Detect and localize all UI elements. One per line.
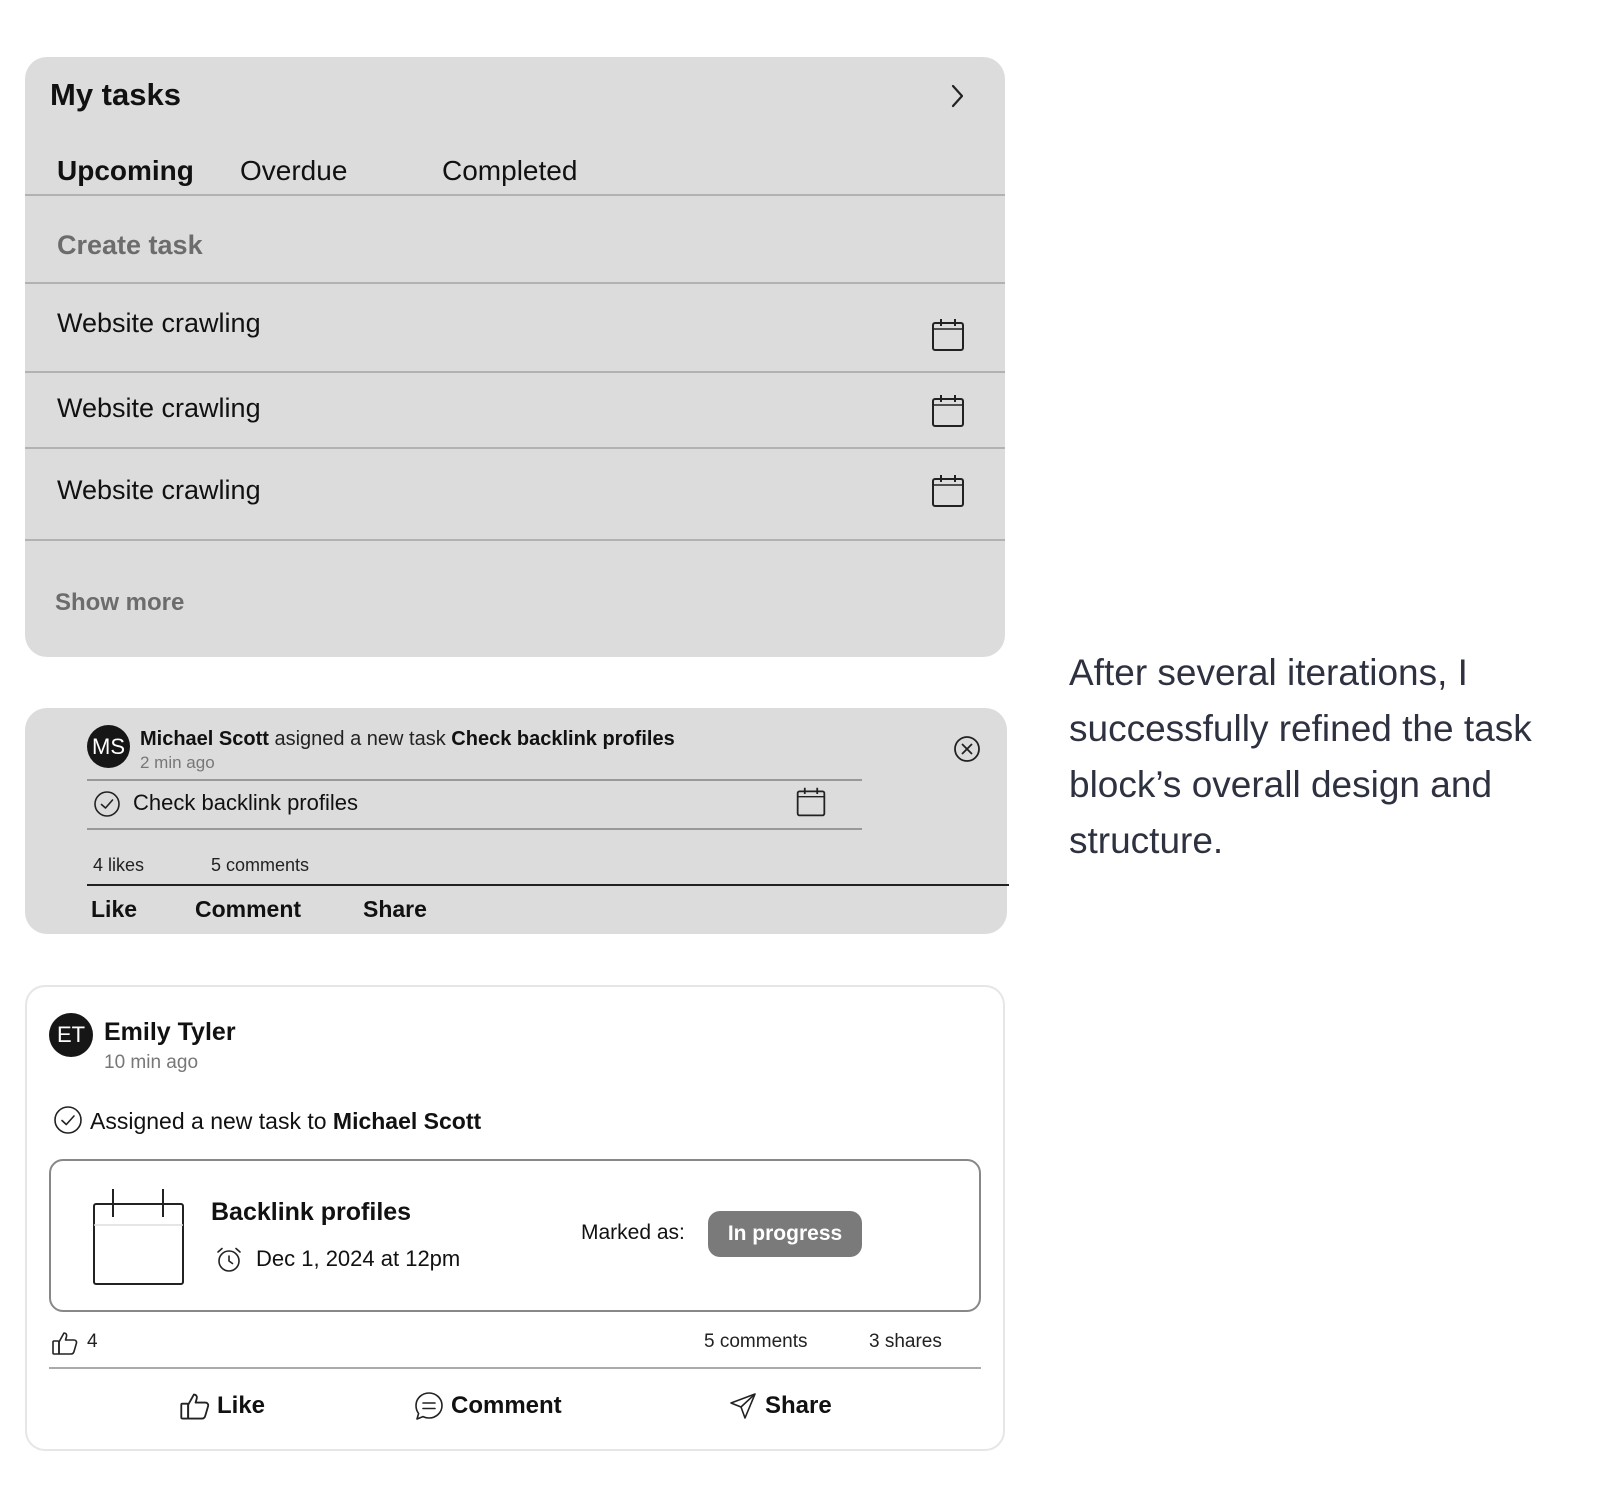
assignee-name[interactable]: Michael Scott: [332, 1108, 482, 1134]
divider: [87, 884, 1009, 886]
tab-completed[interactable]: Completed: [442, 155, 578, 186]
comments-count[interactable]: 5 comments: [211, 855, 310, 875]
check-circle-icon: [53, 1105, 83, 1135]
status-badge[interactable]: In progress: [708, 1211, 862, 1257]
create-task-button[interactable]: Create task: [57, 230, 203, 260]
divider: [25, 539, 1005, 541]
send-arrow-icon: [727, 1390, 759, 1422]
calendar-icon[interactable]: [795, 786, 827, 818]
divider: [25, 371, 1005, 373]
task-item-label[interactable]: Website crawling: [57, 393, 261, 423]
author-name[interactable]: Emily Tyler: [104, 1018, 236, 1046]
task-item-label[interactable]: Website crawling: [57, 308, 261, 338]
likes-count[interactable]: 4: [87, 1331, 98, 1352]
calendar-icon[interactable]: [930, 473, 966, 509]
like-button[interactable]: [179, 1390, 265, 1422]
task-item-label[interactable]: Check backlink profiles: [133, 790, 358, 815]
avatar[interactable]: MS: [87, 725, 130, 768]
share-button-label: Share: [765, 1392, 832, 1419]
check-circle-icon[interactable]: [93, 790, 121, 818]
description-text: After several iterations, I successfully refined the task block’s overall design and structure.: [1069, 652, 1532, 861]
divider: [87, 779, 862, 781]
tasks-title: My tasks: [50, 77, 181, 112]
timestamp: 10 min ago: [104, 1052, 199, 1073]
divider: [49, 1367, 981, 1369]
thumbs-up-icon: [51, 1329, 79, 1357]
thumbs-up-icon: [179, 1390, 211, 1422]
task-due-date: Dec 1, 2024 at 12pm: [256, 1246, 461, 1271]
status-label: Marked as:: [581, 1221, 685, 1244]
shares-count[interactable]: 3 shares: [869, 1331, 942, 1352]
comment-button[interactable]: [413, 1390, 562, 1422]
share-button[interactable]: Share: [363, 896, 427, 922]
assignment-text: [90, 1108, 481, 1135]
calendar-icon[interactable]: [930, 393, 966, 429]
close-icon[interactable]: [952, 734, 982, 764]
chevron-right-icon[interactable]: [945, 81, 969, 111]
alarm-clock-icon: [214, 1245, 244, 1275]
tab-overdue[interactable]: Overdue: [240, 155, 348, 186]
task-title[interactable]: Backlink profiles: [211, 1198, 412, 1226]
divider: [87, 828, 862, 830]
task-detail-card[interactable]: [49, 1159, 981, 1312]
likes-count[interactable]: 4 likes: [93, 855, 145, 875]
author-name[interactable]: Michael Scott: [140, 728, 269, 750]
like-button[interactable]: Like: [91, 896, 138, 922]
show-more-button[interactable]: Show more: [55, 589, 185, 616]
share-button[interactable]: [727, 1390, 832, 1422]
comment-button[interactable]: Comment: [195, 896, 302, 922]
notification-action-text: asigned a new task: [274, 728, 446, 750]
divider: [25, 194, 1005, 196]
timestamp: 2 min ago: [140, 753, 215, 772]
calendar-icon[interactable]: [930, 317, 966, 353]
my-tasks-card: [25, 57, 1005, 657]
task-post-card: [25, 985, 1005, 1451]
comments-count[interactable]: 5 comments: [704, 1331, 808, 1352]
calendar-icon: [91, 1187, 186, 1287]
comment-bubble-icon: [413, 1390, 445, 1422]
task-reference[interactable]: Check backlink profiles: [451, 728, 675, 750]
assignment-prefix: Assigned a new task to: [90, 1108, 327, 1134]
task-item-label[interactable]: Website crawling: [57, 475, 261, 505]
tab-upcoming[interactable]: Upcoming: [57, 155, 194, 186]
comment-button-label: Comment: [451, 1392, 562, 1419]
divider: [25, 447, 1005, 449]
like-button-label: Like: [217, 1392, 266, 1419]
notification-headline: [140, 728, 675, 751]
divider: [25, 282, 1005, 284]
avatar[interactable]: ET: [49, 1013, 93, 1057]
task-notification-card: [25, 708, 1007, 934]
